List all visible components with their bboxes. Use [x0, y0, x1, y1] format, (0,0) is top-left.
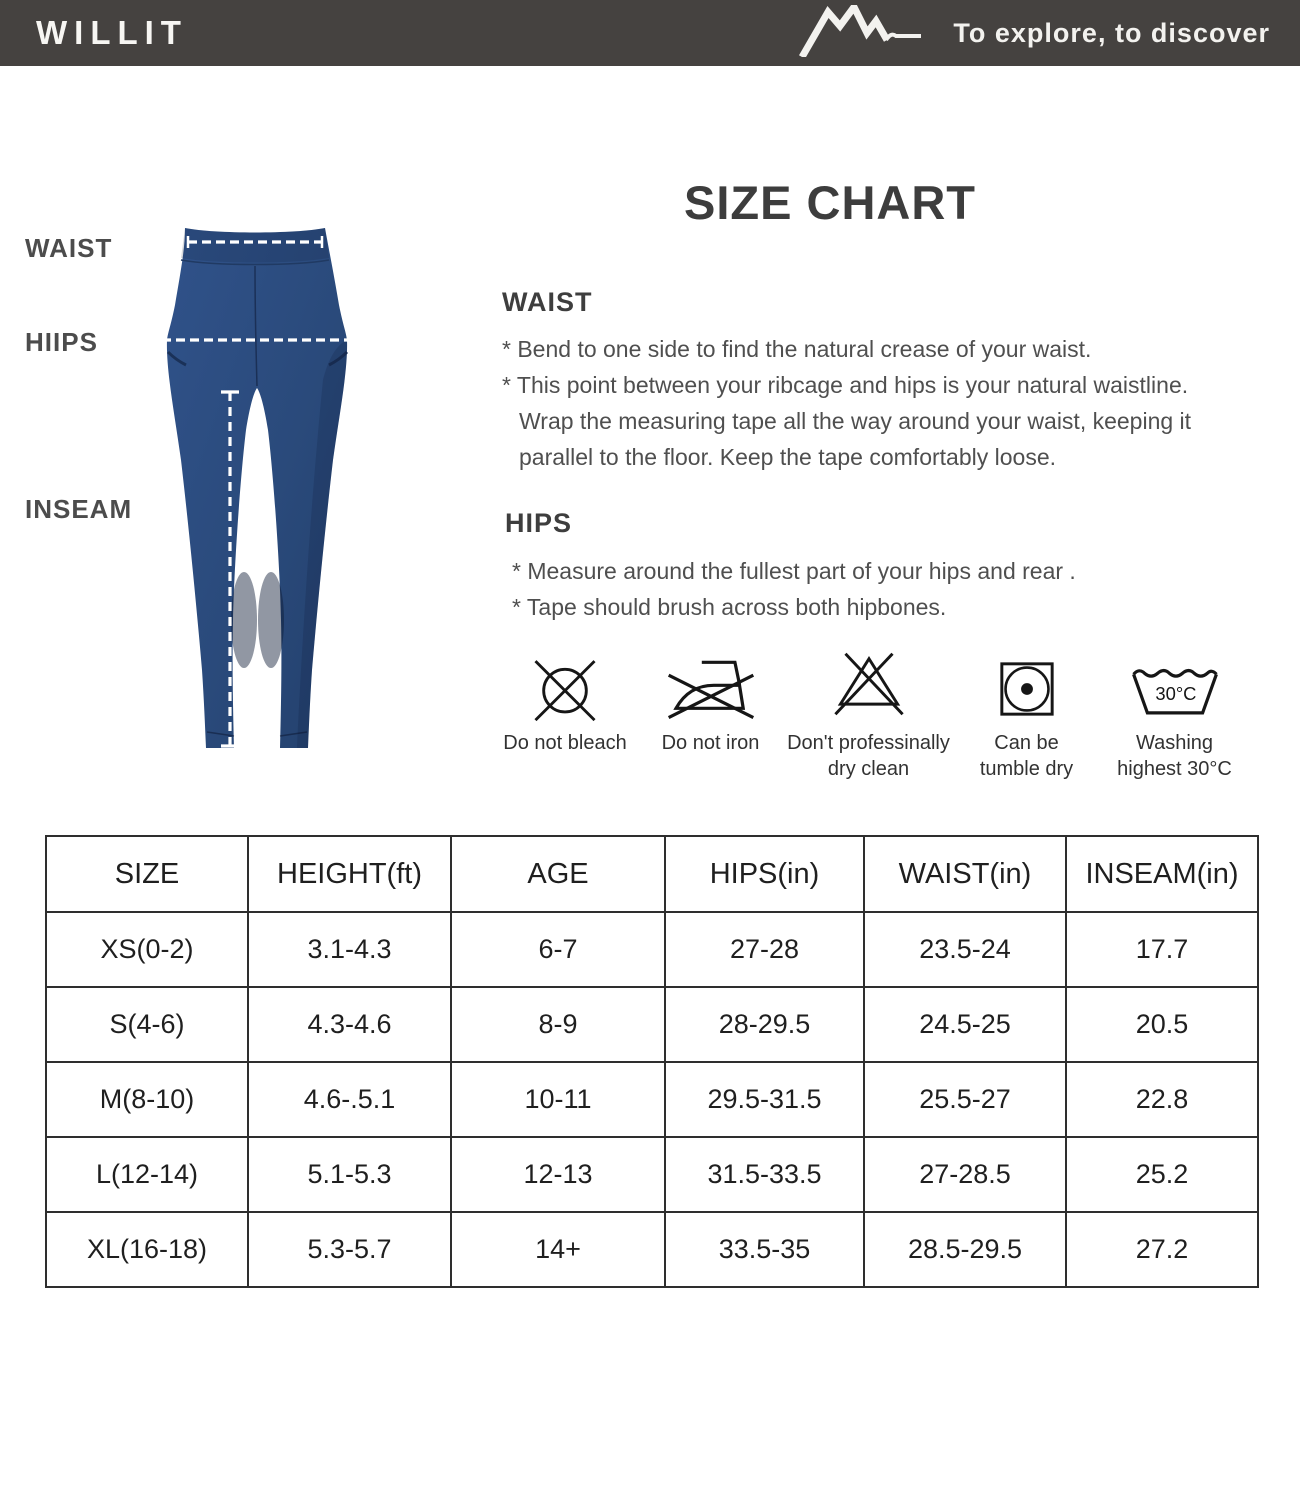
figure-hips-label: HIIPS	[25, 327, 98, 357]
cell-hips: 29.5-31.5	[665, 1062, 864, 1137]
cell-height: 5.1-5.3	[248, 1137, 451, 1212]
care-label: Do not iron	[661, 732, 760, 754]
cell-inseam: 27.2	[1066, 1212, 1258, 1287]
leggings-product-image	[160, 220, 355, 755]
care-label: highest 30°C	[1117, 758, 1232, 780]
size-table	[45, 835, 1259, 1288]
table-row	[46, 1212, 1258, 1287]
brand-tagline: To explore, to discover	[953, 17, 1270, 48]
cell-age: 12-13	[451, 1137, 665, 1212]
col-header-inseam: INSEAM(in)	[1066, 836, 1258, 912]
waist-instruction-line: * Bend to one side to find the natural crease of your waist.	[502, 336, 1092, 362]
hips-instruction-line: * Measure around the fullest part of your hips and rear .	[512, 558, 1076, 584]
cell-age: 10-11	[451, 1062, 665, 1137]
care-label: Washing	[1135, 732, 1214, 754]
cell-inseam: 22.8	[1066, 1062, 1258, 1137]
cell-height: 4.3-4.6	[248, 987, 451, 1062]
col-header-size: SIZE	[46, 836, 248, 912]
cell-height: 3.1-4.3	[248, 912, 451, 987]
care-item-no-professional-dry-clean	[781, 648, 956, 782]
hips-section-heading: HIPS	[505, 508, 573, 538]
cell-size: XL(16-18)	[46, 1212, 248, 1287]
care-item-wash-30c	[1097, 648, 1252, 782]
hips-instruction-line: * Tape should brush across both hipbones.	[512, 594, 947, 620]
cell-waist: 27-28.5	[864, 1137, 1066, 1212]
col-header-waist: WAIST(in)	[864, 836, 1066, 912]
waist-instruction-line: * This point between your ribcage and hips is your natural waistline.	[502, 372, 1189, 398]
care-item-do-not-iron	[641, 648, 781, 756]
mountain-icon	[799, 5, 939, 62]
waist-instructions	[502, 331, 1191, 475]
cell-height: 4.6-.5.1	[248, 1062, 451, 1137]
cell-hips: 27-28	[665, 912, 864, 987]
cell-inseam: 25.2	[1066, 1137, 1258, 1212]
waist-instruction-line: Wrap the measuring tape all the way around your waist, keeping it	[519, 408, 1192, 434]
waist-section-heading: WAIST	[502, 287, 593, 317]
care-label: Don't professinally	[787, 732, 950, 754]
cell-hips: 31.5-33.5	[665, 1137, 864, 1212]
care-label: Can be	[994, 732, 1059, 754]
size-table-header-row	[46, 836, 1258, 912]
no-professional-dry-clean-icon	[827, 648, 911, 730]
care-label: Do not bleach	[503, 732, 627, 754]
table-row	[46, 1137, 1258, 1212]
wash-temp-text: 30°C	[1154, 683, 1196, 705]
col-header-age: AGE	[451, 836, 665, 912]
cell-age: 8-9	[451, 987, 665, 1062]
figure-waist-label: WAIST	[25, 233, 113, 263]
col-header-height: HEIGHT(ft)	[248, 836, 451, 912]
waist-instruction-line: parallel to the floor. Keep the tape comfortably loose.	[519, 444, 1056, 470]
wash-30c-icon	[1129, 648, 1221, 730]
cell-waist: 23.5-24	[864, 912, 1066, 987]
cell-waist: 25.5-27	[864, 1062, 1066, 1137]
figure-inseam-label: INSEAM	[25, 494, 133, 524]
cell-waist: 24.5-25	[864, 987, 1066, 1062]
care-item-do-not-bleach	[490, 648, 640, 756]
cell-size: S(4-6)	[46, 987, 248, 1062]
cell-age: 6-7	[451, 912, 665, 987]
cell-hips: 33.5-35	[665, 1212, 864, 1287]
tagline-group	[799, 5, 1270, 62]
tumble-dry-ok-icon	[990, 648, 1064, 730]
cell-age: 14+	[451, 1212, 665, 1287]
care-label: dry clean	[827, 758, 910, 780]
hips-instructions	[512, 553, 1076, 625]
cell-size: L(12-14)	[46, 1137, 248, 1212]
cell-waist: 28.5-29.5	[864, 1212, 1066, 1287]
table-row	[46, 912, 1258, 987]
do-not-bleach-icon	[524, 648, 606, 730]
col-header-hips: HIPS(in)	[665, 836, 864, 912]
brand-logo-text: WILLIT	[36, 14, 188, 51]
care-instructions-row	[490, 648, 1252, 782]
page-title: SIZE CHART	[684, 176, 976, 229]
cell-height: 5.3-5.7	[248, 1212, 451, 1287]
cell-hips: 28-29.5	[665, 987, 864, 1062]
do-not-iron-icon	[665, 648, 757, 730]
cell-size: XS(0-2)	[46, 912, 248, 987]
table-row	[46, 987, 1258, 1062]
cell-inseam: 20.5	[1066, 987, 1258, 1062]
cell-inseam: 17.7	[1066, 912, 1258, 987]
cell-size: M(8-10)	[46, 1062, 248, 1137]
top-banner	[0, 0, 1300, 66]
table-row	[46, 1062, 1258, 1137]
care-item-tumble-dry-ok	[957, 648, 1097, 782]
care-label: tumble dry	[979, 758, 1074, 780]
